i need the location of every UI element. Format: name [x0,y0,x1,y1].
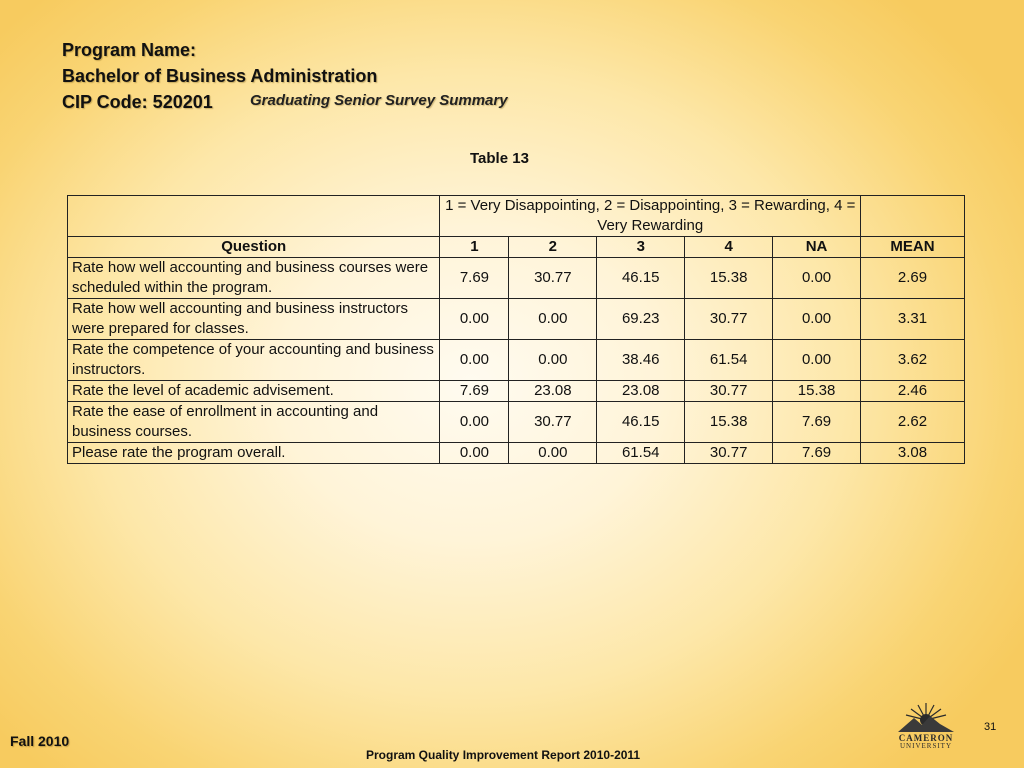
value-cell: 46.15 [597,402,685,443]
value-cell: 23.08 [509,381,597,402]
value-cell: 30.77 [509,258,597,299]
column-header: 1 [440,237,509,258]
logo-text-university: UNIVERSITY [900,742,952,750]
value-cell: 23.08 [597,381,685,402]
value-cell: 15.38 [685,258,773,299]
na-cell: 0.00 [773,340,861,381]
survey-table [67,195,965,464]
question-cell: Rate how well accounting and business instructors were prepared for classes. [68,299,440,340]
footer-report-title: Program Quality Improvement Report 2010-2011 [366,748,641,762]
question-cell: Rate the ease of enrollment in accounting and business courses. [68,402,440,443]
value-cell: 0.00 [440,340,509,381]
logo-text-cameron: CAMERON [898,733,954,743]
table-row [68,402,965,443]
table-row [68,381,965,402]
legend-row [68,196,965,237]
survey-subtitle: Graduating Senior Survey Summary [250,92,508,109]
value-cell: 0.00 [440,443,509,464]
value-cell: 69.23 [597,299,685,340]
cip-code: CIP Code: 520201 [62,92,213,112]
value-cell: 30.77 [685,381,773,402]
mean-cell: 2.69 [861,258,965,299]
na-cell: 7.69 [773,443,861,464]
value-cell: 61.54 [685,340,773,381]
legend-blank-cell [861,196,965,237]
mean-cell: 2.46 [861,381,965,402]
value-cell: 30.77 [509,402,597,443]
mean-cell: 3.31 [861,299,965,340]
value-cell: 15.38 [685,402,773,443]
value-cell: 0.00 [440,402,509,443]
question-cell: Rate how well accounting and business courses were scheduled within the program. [68,258,440,299]
rating-scale-legend: 1 = Very Disappointing, 2 = Disappointing, 3 = Rewarding, 4 = Very Rewarding [440,196,861,237]
value-cell: 46.15 [597,258,685,299]
value-cell: 7.69 [440,381,509,402]
table-caption: Table 13 [470,150,529,167]
cameron-university-logo [896,700,956,752]
program-name-label: Program Name: [62,40,197,60]
program-name: Bachelor of Business Administration [62,66,378,86]
mean-cell: 2.62 [861,402,965,443]
na-cell: 15.38 [773,381,861,402]
question-cell: Rate the level of academic advisement. [68,381,440,402]
value-cell: 0.00 [509,443,597,464]
na-cell: 0.00 [773,299,861,340]
column-header-row [68,237,965,258]
table-row [68,299,965,340]
column-header: MEAN [861,237,965,258]
value-cell: 0.00 [509,340,597,381]
table-row [68,443,965,464]
value-cell: 30.77 [685,443,773,464]
na-cell: 7.69 [773,402,861,443]
sunrise-mountain-icon [896,700,956,734]
column-header: Question [68,237,440,258]
page-number: 31 [984,721,997,733]
table-row [68,258,965,299]
question-cell: Rate the competence of your accounting and business instructors. [68,340,440,381]
value-cell: 0.00 [440,299,509,340]
value-cell: 0.00 [509,299,597,340]
mean-cell: 3.62 [861,340,965,381]
value-cell: 30.77 [685,299,773,340]
legend-blank-cell [68,196,440,237]
footer-term: Fall 2010 [10,733,70,749]
na-cell: 0.00 [773,258,861,299]
column-header: 2 [509,237,597,258]
value-cell: 7.69 [440,258,509,299]
question-cell: Please rate the program overall. [68,443,440,464]
table-row [68,340,965,381]
column-header: 3 [597,237,685,258]
column-header: NA [773,237,861,258]
value-cell: 61.54 [597,443,685,464]
column-header: 4 [685,237,773,258]
mean-cell: 3.08 [861,443,965,464]
value-cell: 38.46 [597,340,685,381]
